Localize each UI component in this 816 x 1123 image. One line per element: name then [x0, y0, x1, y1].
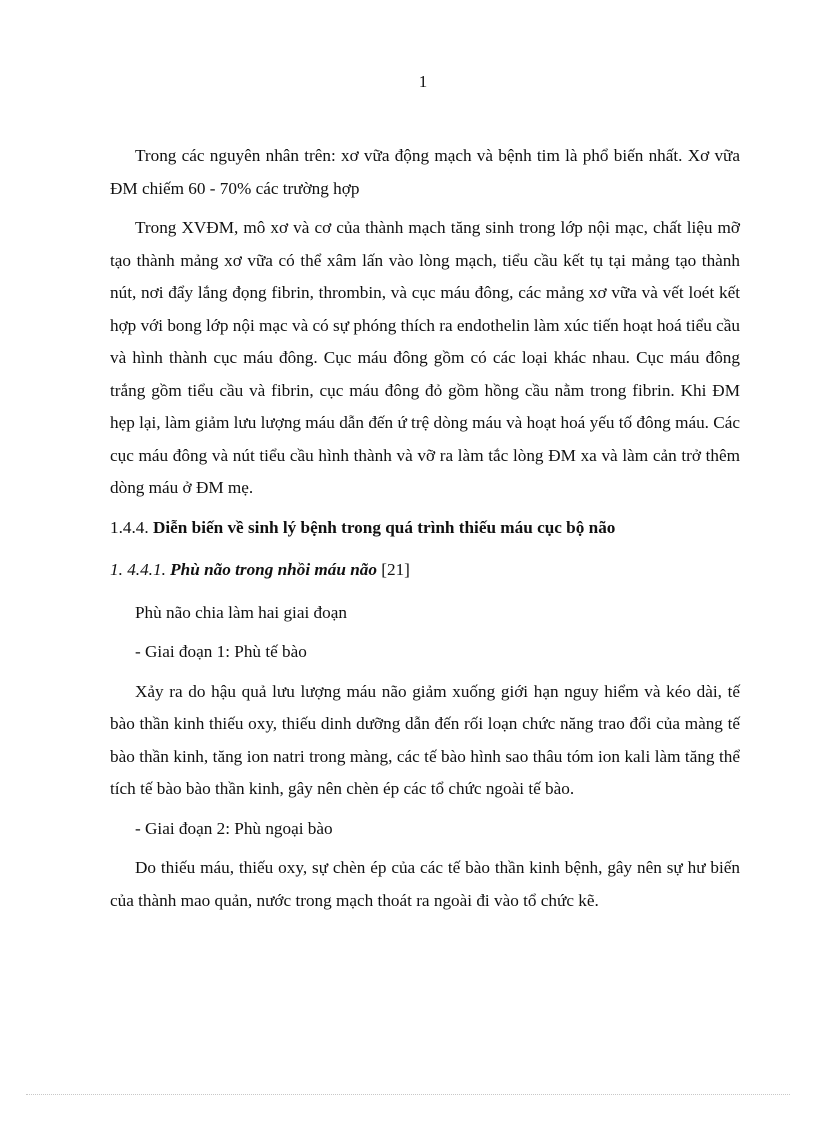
page-number: 1	[418, 72, 428, 91]
stage1-label: - Giai đoạn 1: Phù tế bào	[135, 642, 307, 661]
intro-line: Phù não chia làm hai giai đoạn	[135, 602, 347, 622]
page-bottom-divider	[26, 1094, 790, 1095]
section-number: 1.4.4.	[110, 517, 149, 537]
stage2-label: - Giai đoạn 2: Phù ngoại bào	[135, 818, 333, 838]
subsection-heading	[110, 554, 740, 587]
document-body	[110, 140, 740, 924]
subsection-number: 1. 4.4.1.	[110, 560, 166, 579]
paragraph-atherosclerosis: Trong XVĐM, mô xơ và cơ của thành mạch tăng sinh trong lớp nội mạc, chất liệu mỡ tạo thành mảng xơ vữa có thể xâm lấn vào lòng mạch, tiểu cầu kết tụ tại mảng tạo thành nút, nơi đẩy lắng đọng fibrin, thrombin, và cục máu đông, các mảng xơ vữa và vết loét kết hợp với bong lớp nội mạc và có sự phóng thích ra endothelin làm xúc tiến hoạt hoá tiểu cầu và hình thành cục máu đông. Cục máu đông gồm có các loại khác nhau. Cục máu đông trắng gồm tiểu cầu và fibrin, cục máu đông đỏ gồm hồng cầu nằm trong fibrin. Khi ĐM hẹp lại, làm giảm lưu lượng máu dẫn đến ứ trệ dòng máu và hoạt hoá yếu tố đông máu. Các cục máu đông và nút tiểu cầu hình thành và vỡ ra làm tắc lòng ĐM xa và làm cản trở thêm dòng máu ở ĐM mẹ.	[110, 218, 740, 497]
paragraph-causes: Trong các nguyên nhân trên: xơ vữa động mạch và bệnh tim là phổ biến nhất. Xơ vữa ĐM chiếm 60 - 70% các trường hợp	[110, 146, 740, 198]
section-heading	[110, 512, 740, 545]
subsection-citation: [21]	[381, 560, 410, 579]
section-title: Diễn biến về sinh lý bệnh trong quá trình thiếu máu cục bộ não	[152, 517, 616, 537]
stage1-text: Xảy ra do hậu quả lưu lượng máu não giảm xuống giới hạn nguy hiểm và kéo dài, tế bào thần kinh thiếu oxy, thiếu dinh dưỡng dẫn đến rối loạn chức năng trao đổi của màng tế bào thần kinh, tăng ion natri trong màng, các tế bào hình sao thâu tóm ion kali làm tăng thể tích tế bào bào thần kinh, gây nên chèn ép các tổ chức ngoài tế bào.	[110, 681, 740, 798]
subsection-title: Phù não trong nhồi máu não	[170, 560, 377, 579]
stage2-text: Do thiếu máu, thiếu oxy, sự chèn ép của các tế bào thần kinh bệnh, gây nên sự hư biến của thành mao quản, nước trong mạch thoát ra ngoài đi vào tổ chức kẽ.	[110, 858, 740, 910]
